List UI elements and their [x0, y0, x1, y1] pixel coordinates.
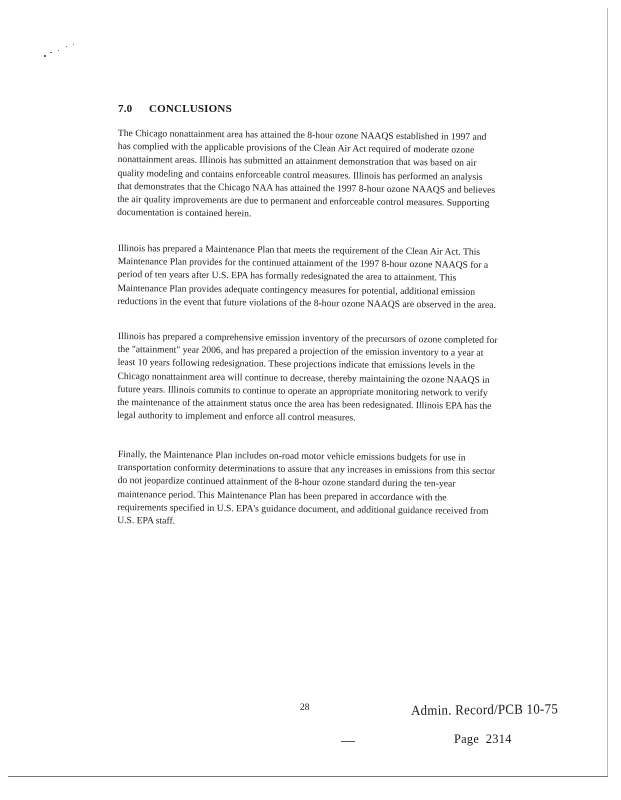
paragraph-emission-inventory: Illinois has prepared a comprehensive emission inventory of the precursors of ozone completed for the "attainment" year 2006, and has prepared a projection of the emission inventory to a year at least 10 years following redesignation. These projections indicate that emissions levels in the Chicago nonattainment area will continue to decrease, thereby maintaining the ozone NAAQS in future years. Illinois commits to continue to operate an appropriate monitoring network to verify the maintenance of the attainment status once the area has been redesignated. Illinois EPA has the legal authority to implement and enforce all control measures.	[117, 330, 498, 424]
page-bottom-edge	[8, 776, 608, 777]
stamp-page	[454, 731, 518, 747]
stamp-page-label: Page	[454, 731, 480, 746]
admin-record-stamp: Admin. Record/PCB 10-75	[411, 702, 559, 719]
section-number: 7.0	[118, 103, 133, 115]
page-right-edge	[607, 8, 608, 776]
section-heading	[118, 103, 232, 115]
scan-speck	[66, 46, 67, 47]
scan-speck	[50, 52, 52, 53]
section-title: CONCLUSIONS	[149, 103, 232, 115]
scan-speck	[58, 50, 59, 51]
paragraph-attainment: The Chicago nonattainment area has attained the 8-hour ozone NAAQS established in 1997 and has complied with the applicable provisions of the Clean Air Act required of moderate ozone nonattainment areas. Illinois has submitted an attainment demonstration that was based on air quality modeling and contains enforceable control measures. Illinois has performed an analysis that demonstrates that the Chicago NAA has attained the 1997 8-hour ozone NAAQS and believes the air quality improvements are due to permanent and enforceable control measures. Supporting documentation is contained herein.	[117, 127, 496, 220]
paragraph-conformity-budgets: Finally, the Maintenance Plan includes on-road motor vehicle emissions budgets for use in transportation conformity determinations to assure that any increases in emissions from this sector do not jeopardize continued attainment of the 8-hour ozone standard during the ten-year maintenance period. This Maintenance Plan has been prepared in accordance with the requirements specified in U.S. EPA's guidance document, and additional guidance received from U.S. EPA staff.	[117, 448, 496, 527]
scan-mark	[341, 741, 355, 742]
page-number: 28	[300, 703, 310, 713]
scan-speck	[44, 55, 46, 57]
scan-speck	[73, 44, 74, 45]
paragraph-maintenance-plan: Illinois has prepared a Maintenance Plan that meets the requirement of the Clean Air Act. This Maintenance Plan provides for the continued attainment of the 1997 8-hour ozone NAAQS for a period of ten years after U.S. EPA has formally redesignated the area to attainment. This Maintenance Plan provides adequate contingency measures for potential, additional emission reductions in the event that future violations of the 8-hour ozone NAAQS are observed in the area.	[117, 242, 496, 311]
stamp-page-number: 2314	[485, 731, 512, 746]
